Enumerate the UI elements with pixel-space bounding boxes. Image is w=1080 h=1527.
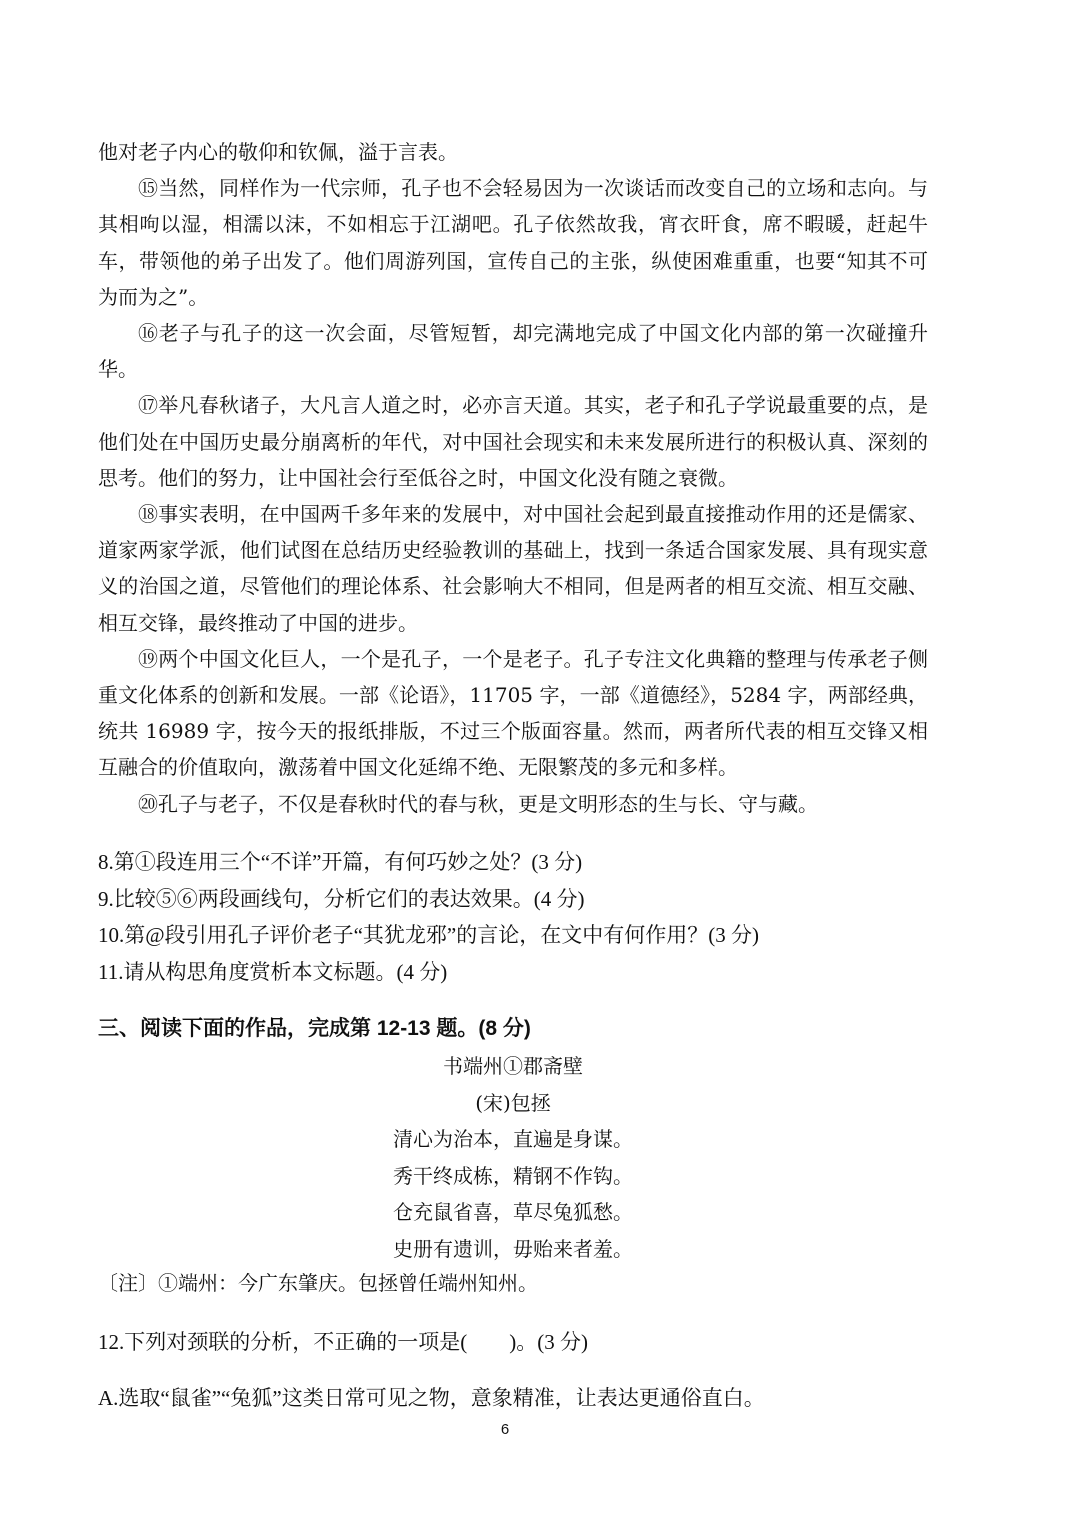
poem-line: 史册有遗训，毋贻来者羞。 <box>393 1236 633 1261</box>
poem-note: 〔注〕①端州：今广东肇庆。包拯曾任端州知州。 <box>98 1271 538 1295</box>
poem <box>98 1048 928 1268</box>
poem-line: 仓充鼠省喜，草尽兔狐愁。 <box>393 1200 633 1225</box>
essay-paragraph: ⑲两个中国文化巨人，一个是孔子，一个是老子。孔子专注文化典籍的整理与传承老子侧重文化体系的创新和发展。一部《论语》，11705 字，一部《道德经》，5284 字，两部经典，统共 16989 字，按今天的报纸排版，不过三个版面容量。然而，两者所代表的相互交锋又相互融合的价值取向，激荡着中国文化延绵不绝、无限繁茂的多元和多样。 <box>98 646 928 780</box>
poem-line: 清心为治本，直遍是身谋。 <box>393 1127 633 1152</box>
question-9: 9.比较⑤⑥两段画线句，分析它们的表达效果。(4 分) <box>98 886 585 911</box>
poem-line: 秀干终成栋，精钢不作钩。 <box>393 1163 633 1188</box>
question-11: 11.请从构思角度赏析本文标题。(4 分) <box>98 959 448 984</box>
essay-paragraph: ⑱事实表明，在中国两千多年来的发展中，对中国社会起到最直接推动作用的还是儒家、道家两家学派，他们试图在总结历史经验教训的基础上，找到一条适合国家发展、具有现实意义的治国之道，尽管他们的理论体系、社会影响大不相同，但是两者的相互交流、相互交融、相互交锋，最终推动了中国的进步。 <box>98 502 928 635</box>
question-10: 10.第@段引用孔子评价老子“其犹龙邪”的言论，在文中有何作用？(3 分) <box>98 923 759 947</box>
poem-title: 书端州①郡斋壁 <box>443 1054 583 1078</box>
page-number: 6 <box>500 1421 510 1438</box>
essay-paragraph: 他对老子内心的敬仰和钦佩，溢于言表。 <box>98 140 458 164</box>
essay-paragraph: ⑯老子与孔子的这一次会面，尽管短暂，却完满地完成了中国文化内部的第一次碰撞升华。 <box>98 321 928 382</box>
essay-paragraph: ⑮当然，同样作为一代宗师，孔子也不会轻易因为一次谈话而改变自己的立场和志向。与其相呴以湿，相濡以沫，不如相忘于江湖吧。孔子依然故我，宵衣旰食，席不暇暖，赶起牛车，带领他的弟子出发了。他们周游列国，宣传自己的主张，纵使困难重重，也要“知其不可为而为之”。 <box>98 176 928 309</box>
essay-body <box>98 134 928 822</box>
question-8: 8.第①段连用三个“不详”开篇，有何巧妙之处？(3 分) <box>98 850 583 874</box>
option-a: A.选取“鼠雀”“兔狐”这类日常可见之物，意象精准，让表达更通俗直白。 <box>98 1386 765 1410</box>
question-list <box>98 844 998 990</box>
essay-paragraph: ⑳孔子与老子，不仅是春秋时代的春与秋，更是文明形态的生与长、守与藏。 <box>138 791 818 816</box>
section-heading: 三、阅读下面的作品，完成第 12-13 题。(8 分) <box>98 1017 531 1040</box>
question-12: 12.下列对颈联的分析，不正确的一项是( )。(3 分) <box>98 1330 588 1354</box>
essay-paragraph: ⑰举凡春秋诸子，大凡言人道之时，必亦言天道。其实，老子和孔子学说最重要的点，是他们处在中国历史最分崩离析的年代，对中国社会现实和未来发展所进行的积极认真、深刻的思考。他们的努力，让中国社会行至低谷之时，中国文化没有随之衰微。 <box>98 393 928 490</box>
poem-author: (宋)包拯 <box>475 1090 551 1115</box>
